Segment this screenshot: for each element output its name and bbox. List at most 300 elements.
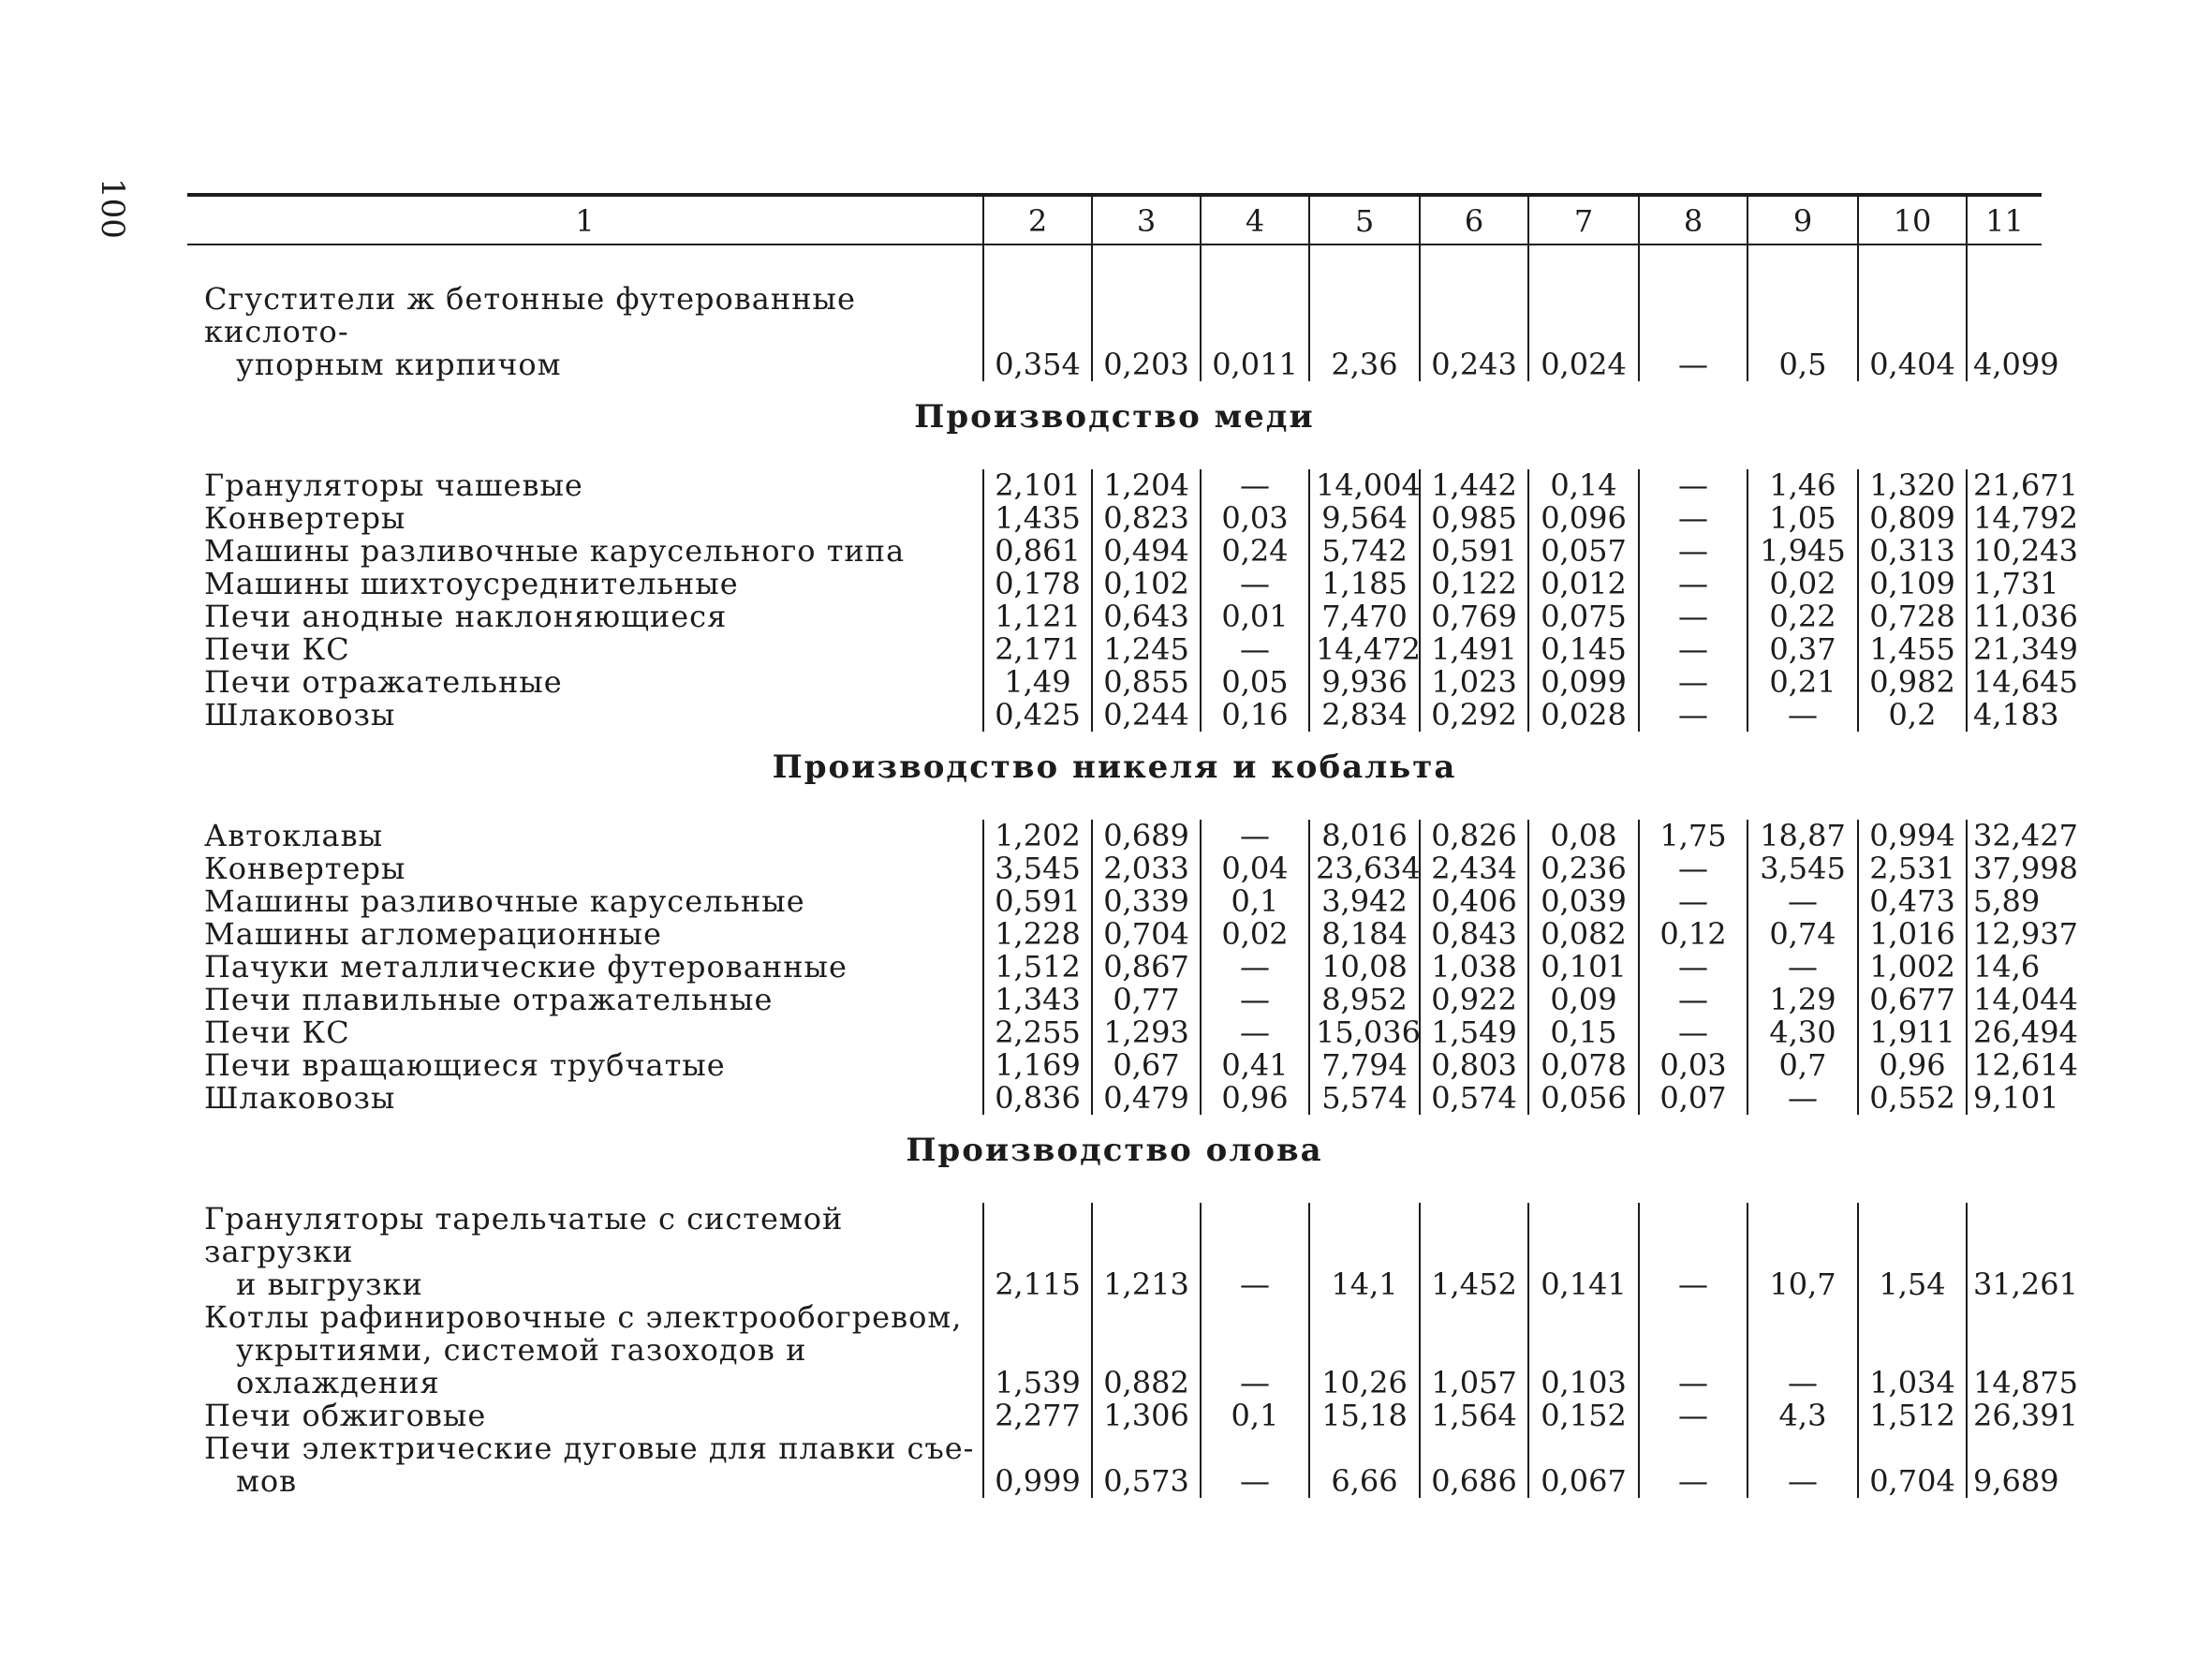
row-name (187, 885, 983, 918)
row-name (187, 1049, 983, 1082)
table-row (187, 633, 2042, 666)
row-value: 15,18 (1309, 1400, 1420, 1432)
row-value: 0,292 (1420, 699, 1528, 732)
row-name-line: Грануляторы тарельчатые с системой загрузки (204, 1201, 844, 1269)
row-value: — (1747, 885, 1858, 918)
row-value: 12,937 (1967, 918, 2042, 951)
row-value: 0,823 (1092, 502, 1201, 535)
row-value: 0,1 (1201, 1400, 1309, 1432)
column-header: 7 (1528, 195, 1639, 244)
row-value: 0,591 (1420, 535, 1528, 568)
row-value: 14,004 (1309, 469, 1420, 502)
row-value: 0,7 (1747, 1049, 1858, 1082)
row-value: 1,452 (1420, 1203, 1528, 1301)
row-value: — (1201, 469, 1309, 502)
row-value: 0,882 (1092, 1301, 1201, 1400)
row-name (187, 699, 983, 732)
row-value: 0,573 (1092, 1432, 1201, 1498)
table-row (187, 699, 2042, 732)
row-value: 15,036 (1309, 1016, 1420, 1049)
table-row (187, 1432, 2042, 1498)
spacer-cell (1639, 244, 1747, 283)
header-row (187, 195, 2042, 244)
row-name (187, 1016, 983, 1049)
row-value: — (1201, 984, 1309, 1016)
row-value: — (1201, 951, 1309, 984)
row-value: — (1639, 1432, 1747, 1498)
row-value: 0,552 (1858, 1082, 1967, 1115)
row-value: 3,545 (1747, 852, 1858, 885)
row-value: — (1639, 568, 1747, 600)
row-value: 1,306 (1092, 1400, 1201, 1432)
row-value: 0,075 (1528, 600, 1639, 633)
table-row (187, 469, 2042, 502)
row-value: 0,024 (1528, 283, 1639, 381)
table-row (187, 1082, 2042, 1115)
row-value: — (1639, 600, 1747, 633)
row-value: 14,875 (1967, 1301, 2042, 1400)
row-value: 1,512 (983, 951, 1092, 984)
row-value: 0,843 (1420, 918, 1528, 951)
table-row (187, 666, 2042, 699)
row-value: 5,89 (1967, 885, 2042, 918)
row-name-line: укрытиями, системой газоходов и охлаждения (236, 1332, 807, 1400)
row-value: 0,15 (1528, 1016, 1639, 1049)
row-value: — (1201, 1301, 1309, 1400)
row-value: 0,354 (983, 283, 1092, 381)
row-value: 0,122 (1420, 568, 1528, 600)
row-value: 0,803 (1420, 1049, 1528, 1082)
row-value: 12,614 (1967, 1049, 2042, 1082)
row-value: 1,185 (1309, 568, 1420, 600)
row-value: — (1639, 1016, 1747, 1049)
row-value: 0,236 (1528, 852, 1639, 885)
row-value: — (1201, 1203, 1309, 1301)
row-name-line: Печи плавильные отражательные (204, 982, 774, 1017)
row-value: 0,078 (1528, 1049, 1639, 1082)
row-name (187, 666, 983, 699)
row-value: 0,02 (1747, 568, 1858, 600)
column-header: 10 (1858, 195, 1967, 244)
row-value: 0,677 (1858, 984, 1967, 1016)
row-value: 1,46 (1747, 469, 1858, 502)
row-value: 2,531 (1858, 852, 1967, 885)
row-value: — (1639, 469, 1747, 502)
row-value: 1,05 (1747, 502, 1858, 535)
spacer-cell (1420, 244, 1528, 283)
row-value: 14,472 (1309, 633, 1420, 666)
table-row (187, 568, 2042, 600)
row-value: 1,54 (1858, 1203, 1967, 1301)
row-value: 14,6 (1967, 951, 2042, 984)
row-value: 0,082 (1528, 918, 1639, 951)
row-value: 32,427 (1967, 820, 2042, 852)
row-value: 0,473 (1858, 885, 1967, 918)
row-name-line: Машины разливочные карусельного типа (204, 533, 906, 569)
row-value: 0,08 (1528, 820, 1639, 852)
column-header: 4 (1201, 195, 1309, 244)
row-name (187, 1082, 983, 1115)
table-row (187, 951, 2042, 984)
row-value: 0,24 (1201, 535, 1309, 568)
row-value: 0,37 (1747, 633, 1858, 666)
row-value: 0,21 (1747, 666, 1858, 699)
row-value: 0,109 (1858, 568, 1967, 600)
row-value: 1,343 (983, 984, 1092, 1016)
row-value: 0,41 (1201, 1049, 1309, 1082)
row-value: 9,936 (1309, 666, 1420, 699)
row-value: 0,039 (1528, 885, 1639, 918)
row-value: 14,044 (1967, 984, 2042, 1016)
row-value: 0,103 (1528, 1301, 1639, 1400)
row-value: 10,26 (1309, 1301, 1420, 1400)
row-name-line: Шлаковозы (204, 1080, 396, 1116)
row-value: 0,425 (983, 699, 1092, 732)
spacer-cell (1528, 244, 1639, 283)
row-value: 0,056 (1528, 1082, 1639, 1115)
row-value: 1,549 (1420, 1016, 1528, 1049)
row-value: 1,023 (1420, 666, 1528, 699)
row-value: 0,728 (1858, 600, 1967, 633)
row-value: 0,03 (1201, 502, 1309, 535)
row-value: 0,101 (1528, 951, 1639, 984)
row-value: 9,101 (1967, 1082, 2042, 1115)
row-value: 26,391 (1967, 1400, 2042, 1432)
row-value: — (1747, 1432, 1858, 1498)
row-name (187, 852, 983, 885)
row-value: 8,184 (1309, 918, 1420, 951)
row-value: — (1639, 852, 1747, 885)
row-value: 0,05 (1201, 666, 1309, 699)
row-value: 1,731 (1967, 568, 2042, 600)
section-title: Производство меди (914, 397, 1315, 436)
row-value: 0,861 (983, 535, 1092, 568)
row-name (187, 1203, 983, 1301)
row-value: 0,102 (1092, 568, 1201, 600)
row-value: 1,491 (1420, 633, 1528, 666)
row-name-line: Шлаковозы (204, 697, 396, 733)
column-header: 6 (1420, 195, 1528, 244)
row-value: 0,922 (1420, 984, 1528, 1016)
row-value: 5,574 (1309, 1082, 1420, 1115)
row-value: 0,591 (983, 885, 1092, 918)
row-value: 1,121 (983, 600, 1092, 633)
row-value: — (1639, 1301, 1747, 1400)
row-value: 0,809 (1858, 502, 1967, 535)
table-row (187, 502, 2042, 535)
table-row (187, 852, 2042, 885)
row-value: 9,689 (1967, 1432, 2042, 1498)
row-value: 6,66 (1309, 1432, 1420, 1498)
row-value: — (1639, 1400, 1747, 1432)
row-value: 0,145 (1528, 633, 1639, 666)
row-value: 0,067 (1528, 1432, 1639, 1498)
table-row (187, 600, 2042, 633)
table-row (187, 283, 2042, 381)
row-value: — (1639, 535, 1747, 568)
row-value: 0,867 (1092, 951, 1201, 984)
spacer-cell (983, 244, 1092, 283)
row-value: 0,07 (1639, 1082, 1747, 1115)
data-table (187, 193, 2078, 1499)
row-value: — (1639, 502, 1747, 535)
row-value: 2,171 (983, 633, 1092, 666)
row-value: — (1639, 951, 1747, 984)
row-value: 9,564 (1309, 502, 1420, 535)
row-value: — (1201, 1016, 1309, 1049)
page-number: 100 (94, 178, 131, 239)
row-value: 31,261 (1967, 1203, 2042, 1301)
row-value: 4,183 (1967, 699, 2042, 732)
row-name-line: Сгустители ж бетонные футерованные кислото- (204, 281, 856, 349)
row-value: 0,012 (1528, 568, 1639, 600)
table-row (187, 885, 2042, 918)
row-value: 2,277 (983, 1400, 1092, 1432)
row-value: 1,293 (1092, 1016, 1201, 1049)
row-value: 0,574 (1420, 1082, 1528, 1115)
row-value: — (1201, 568, 1309, 600)
row-value: 21,349 (1967, 633, 2042, 666)
row-value: — (1201, 633, 1309, 666)
row-value: 0,985 (1420, 502, 1528, 535)
row-name (187, 283, 983, 381)
row-value: 1,169 (983, 1049, 1092, 1082)
row-value: — (1639, 283, 1747, 381)
section-title-row (187, 381, 2042, 469)
row-name (187, 568, 983, 600)
row-value: 2,255 (983, 1016, 1092, 1049)
row-value: 1,442 (1420, 469, 1528, 502)
table-row (187, 1301, 2042, 1400)
row-value: 4,30 (1747, 1016, 1858, 1049)
row-value: 2,101 (983, 469, 1092, 502)
row-value: 0,057 (1528, 535, 1639, 568)
row-value: 1,016 (1858, 918, 1967, 951)
row-value: 21,671 (1967, 469, 2042, 502)
spacer-cell (1309, 244, 1420, 283)
section-title-row (187, 732, 2042, 820)
row-name-line: Печи анодные наклоняющиеся (204, 599, 728, 634)
row-value: 0,243 (1420, 283, 1528, 381)
row-name (187, 1432, 983, 1498)
row-value: 0,836 (983, 1082, 1092, 1115)
row-value: 11,036 (1967, 600, 2042, 633)
spacer-cell (1967, 244, 2042, 283)
table-row (187, 1016, 2042, 1049)
row-value: 1,057 (1420, 1301, 1528, 1400)
spacer-cell (1858, 244, 1967, 283)
section-title-row (187, 1115, 2042, 1203)
spacer-cell (187, 244, 983, 283)
row-value: 1,512 (1858, 1400, 1967, 1432)
row-value: 5,742 (1309, 535, 1420, 568)
row-value: 10,08 (1309, 951, 1420, 984)
row-value: 0,244 (1092, 699, 1201, 732)
row-value: 1,228 (983, 918, 1092, 951)
row-name (187, 535, 983, 568)
row-value: 1,564 (1420, 1400, 1528, 1432)
row-value: — (1639, 885, 1747, 918)
row-value: 0,02 (1201, 918, 1309, 951)
row-value: 0,04 (1201, 852, 1309, 885)
row-value: 10,7 (1747, 1203, 1858, 1301)
row-value: 1,539 (983, 1301, 1092, 1400)
row-value: 4,099 (1967, 283, 2042, 381)
column-header: 8 (1639, 195, 1747, 244)
row-name-line: Печи КС (204, 631, 350, 667)
row-value: 0,74 (1747, 918, 1858, 951)
row-value: 14,645 (1967, 666, 2042, 699)
row-value: 0,406 (1420, 885, 1528, 918)
row-value: 0,096 (1528, 502, 1639, 535)
row-value: 0,994 (1858, 820, 1967, 852)
row-name-line: Машины шихтоусреднительные (204, 566, 739, 601)
row-value: 0,011 (1201, 283, 1309, 381)
row-name-line: мов (236, 1463, 298, 1499)
row-name-line: Машины разливочные карусельные (204, 883, 805, 919)
row-value: — (1639, 666, 1747, 699)
row-value: 0,643 (1092, 600, 1201, 633)
row-name (187, 984, 983, 1016)
row-name-line: Котлы рафинировочные с электрообогревом, (204, 1299, 963, 1335)
row-value: 0,03 (1639, 1049, 1747, 1082)
row-value: 1,202 (983, 820, 1092, 852)
row-value: 1,49 (983, 666, 1092, 699)
row-value: 0,01 (1201, 600, 1309, 633)
row-value: 7,470 (1309, 600, 1420, 633)
row-value: 14,792 (1967, 502, 2042, 535)
row-value: 0,339 (1092, 885, 1201, 918)
row-value: 1,320 (1858, 469, 1967, 502)
row-value: 0,67 (1092, 1049, 1201, 1082)
row-name-line: Машины агломерационные (204, 916, 662, 952)
row-value: 3,942 (1309, 885, 1420, 918)
row-value: 0,12 (1639, 918, 1747, 951)
row-name-line: Пачуки металлические футерованные (204, 949, 848, 985)
row-value: 0,704 (1092, 918, 1201, 951)
row-value: 1,002 (1858, 951, 1967, 984)
row-name (187, 820, 983, 852)
column-header: 2 (983, 195, 1092, 244)
row-name (187, 502, 983, 535)
row-value: 0,494 (1092, 535, 1201, 568)
column-header: 11 (1967, 195, 2042, 244)
row-value: 0,479 (1092, 1082, 1201, 1115)
row-name (187, 469, 983, 502)
column-header: 5 (1309, 195, 1420, 244)
row-value: 0,5 (1747, 283, 1858, 381)
row-name-line: Печи обжиговые (204, 1398, 487, 1433)
row-value: — (1201, 1432, 1309, 1498)
row-value: 8,952 (1309, 984, 1420, 1016)
row-name-line: Печи вращающиеся трубчатые (204, 1047, 726, 1083)
row-name (187, 1301, 983, 1400)
row-value: 1,911 (1858, 1016, 1967, 1049)
row-value: 0,2 (1858, 699, 1967, 732)
row-value: — (1639, 984, 1747, 1016)
row-value: 0,855 (1092, 666, 1201, 699)
row-value: 1,038 (1420, 951, 1528, 984)
table-row (187, 984, 2042, 1016)
row-value: 0,178 (983, 568, 1092, 600)
table-row (187, 918, 2042, 951)
row-name (187, 951, 983, 984)
row-value: 37,998 (1967, 852, 2042, 885)
row-value: 2,033 (1092, 852, 1201, 885)
row-value: 1,455 (1858, 633, 1967, 666)
row-value: 10,243 (1967, 535, 2042, 568)
row-value: 8,016 (1309, 820, 1420, 852)
row-value: 3,545 (983, 852, 1092, 885)
spacer-cell (1201, 244, 1309, 283)
row-value: 1,245 (1092, 633, 1201, 666)
row-value: 2,115 (983, 1203, 1092, 1301)
row-value: 1,034 (1858, 1301, 1967, 1400)
row-value: 2,434 (1420, 852, 1528, 885)
row-value: 0,96 (1858, 1049, 1967, 1082)
row-name (187, 1400, 983, 1432)
row-value: 2,36 (1309, 283, 1420, 381)
column-header: 3 (1092, 195, 1201, 244)
row-value: 0,689 (1092, 820, 1201, 852)
row-value: 0,141 (1528, 1203, 1639, 1301)
spacer-cell (1092, 244, 1201, 283)
table-row (187, 1400, 2042, 1432)
spacer-row (187, 244, 2042, 283)
row-name (187, 633, 983, 666)
row-value: 26,494 (1967, 1016, 2042, 1049)
row-value: 1,75 (1639, 820, 1747, 852)
row-value: 1,945 (1747, 535, 1858, 568)
column-header: 1 (575, 202, 595, 239)
row-value: 0,099 (1528, 666, 1639, 699)
row-value: — (1639, 633, 1747, 666)
column-header: 9 (1747, 195, 1858, 244)
row-name-line: Печи электрические дуговые для плавки съе- (204, 1430, 975, 1466)
table-row (187, 1203, 2042, 1301)
row-value: 0,14 (1528, 469, 1639, 502)
row-name (187, 918, 983, 951)
row-value: 14,1 (1309, 1203, 1420, 1301)
row-name-line: Печи отражательные (204, 664, 563, 700)
row-value: 7,794 (1309, 1049, 1420, 1082)
row-value: 1,213 (1092, 1203, 1201, 1301)
row-name-line: и выгрузки (236, 1266, 423, 1302)
row-name-line: Грануляторы чашевые (204, 467, 583, 503)
row-value: 1,204 (1092, 469, 1201, 502)
row-name-line: Конвертеры (204, 500, 406, 536)
section-title: Производство никеля и кобальта (772, 748, 1457, 786)
row-value: 0,826 (1420, 820, 1528, 852)
row-value: 0,96 (1201, 1082, 1309, 1115)
row-value: — (1747, 951, 1858, 984)
row-name-line: Конвертеры (204, 851, 406, 886)
table-row (187, 535, 2042, 568)
row-name (187, 600, 983, 633)
section-title: Производство олова (906, 1131, 1323, 1169)
row-value: 0,313 (1858, 535, 1967, 568)
row-name-line: Автоклавы (204, 818, 384, 853)
table-row (187, 1049, 2042, 1082)
row-value: — (1747, 1082, 1858, 1115)
row-value: 0,152 (1528, 1400, 1639, 1432)
spacer-cell (1747, 244, 1858, 283)
row-value: 0,404 (1858, 283, 1967, 381)
row-value: 0,1 (1201, 885, 1309, 918)
row-name-line: упорным кирпичом (236, 347, 562, 382)
row-value: 1,29 (1747, 984, 1858, 1016)
row-value: 2,834 (1309, 699, 1420, 732)
